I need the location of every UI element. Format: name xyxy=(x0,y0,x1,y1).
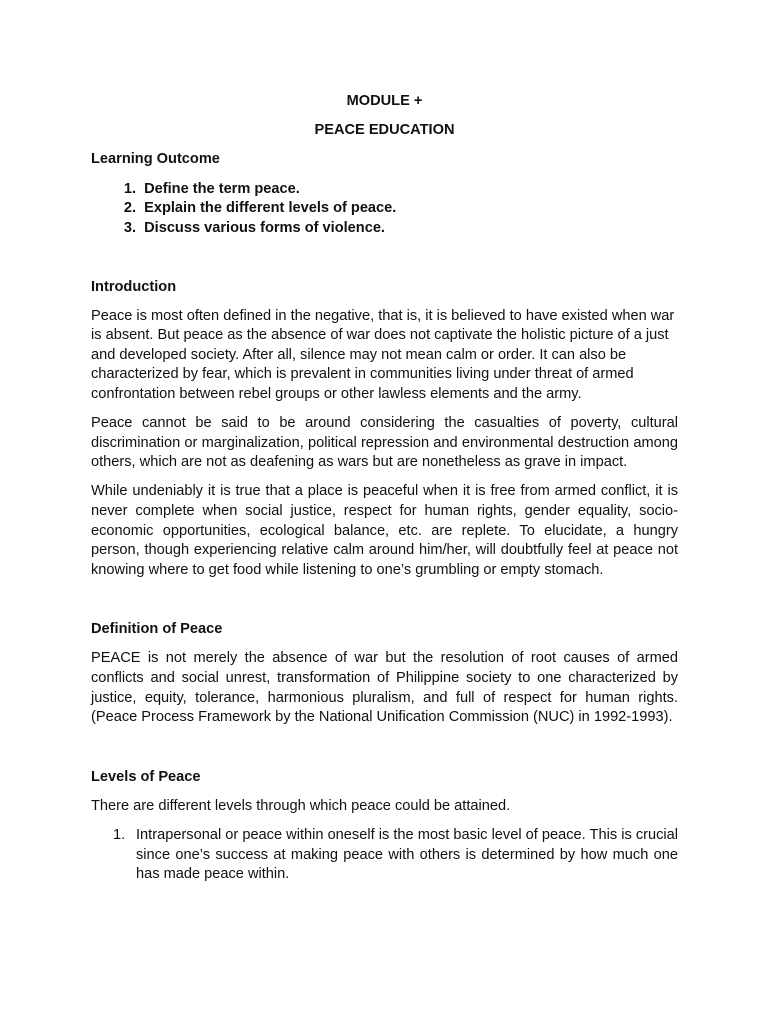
levels-heading: Levels of Peace xyxy=(91,768,201,785)
module-title: MODULE + xyxy=(346,93,423,109)
list-item-number: 3. xyxy=(123,219,136,236)
learning-outcome-list xyxy=(91,180,678,239)
module-subtitle: PEACE EDUCATION xyxy=(314,122,455,139)
spacer xyxy=(91,239,678,278)
list-item xyxy=(91,219,678,239)
introduction-paragraph-3: While undeniably it is true that a place is peaceful when it is free from armed conflict, it is never complete when social justice, respect for human rights, gender equality, socio-economic opportunities, ecological balance, etc. are replete. To elucidate, a hungry person, though experiencing relative calm around him/her, will doubtfully feel at peace not knowing where to get food while listening to one’s grumbling or empty stomach. xyxy=(91,483,678,578)
introduction-paragraph-1: Peace is most often defined in the negative, that is, it is believed to have existed when war is absent. But peace as the absence of war does not captivate the holistic picture of a just and developed society. After all, silence may not mean calm or order. It can also be characterized by fear, which is prevalent in communities living under threat of armed confrontation between rebel groups or other lawless elements and the army. xyxy=(91,307,675,403)
list-item-number: 1. xyxy=(113,827,126,844)
introduction-paragraph-2: Peace cannot be said to be around considering the casualties of poverty, cultural discrimination or marginalization, political repression and environmental destruction among others, which are not as deafening as wars but are nonetheless as grave in impact. xyxy=(91,415,678,471)
list-item-text: Explain the different levels of peace. xyxy=(144,200,397,217)
definition-heading: Definition of Peace xyxy=(91,621,223,638)
spacer xyxy=(91,580,678,620)
list-item-text: Intrapersonal or peace within oneself is the most basic level of peace. This is crucial since one’s success at making peace with others is determined by how much one has made peace within. xyxy=(136,827,678,883)
list-item xyxy=(91,199,678,219)
list-item-text: Define the term peace. xyxy=(144,180,300,197)
levels-intro: There are different levels through which peace could be attained. xyxy=(91,797,511,814)
list-item-text: Discuss various forms of violence. xyxy=(144,219,385,236)
list-item-number: 2. xyxy=(123,200,136,217)
list-item xyxy=(91,180,678,200)
definition-paragraph: PEACE is not merely the absence of war but the resolution of root causes of armed conflicts and social unrest, transformation of Philippine society to one characterized by justice, equity, tolerance, harmonious pluralism, and full of respect for human rights. (Peace Process Framework by the National Unification Commission (NUC) in 1992-1993). xyxy=(91,650,678,726)
spacer xyxy=(91,728,678,768)
list-item xyxy=(91,826,678,885)
list-item-number: 1. xyxy=(123,180,136,197)
introduction-heading: Introduction xyxy=(91,278,177,295)
document-body xyxy=(91,92,678,885)
levels-list xyxy=(91,826,678,885)
learning-outcome-heading: Learning Outcome xyxy=(91,151,220,168)
